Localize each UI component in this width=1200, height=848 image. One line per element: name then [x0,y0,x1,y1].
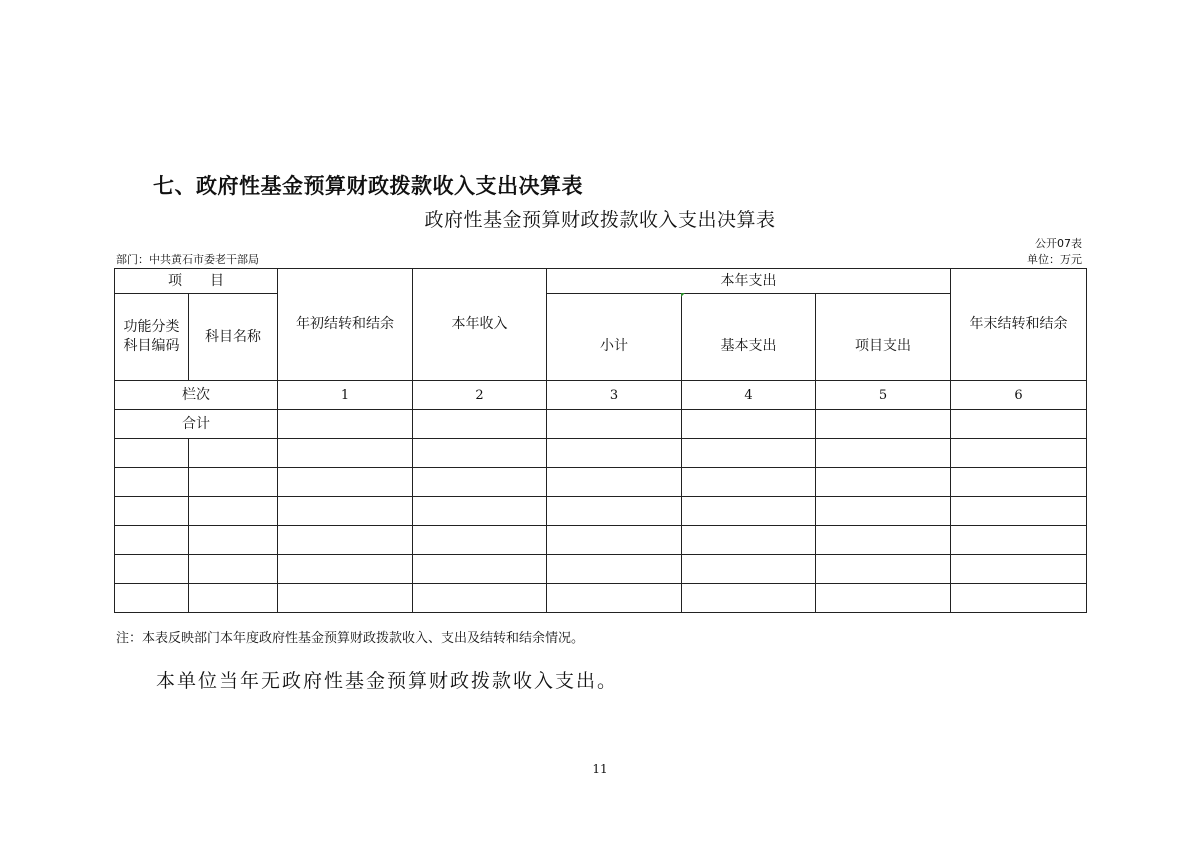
table-row [115,468,1087,497]
index-col-2: 2 [413,381,547,410]
table-cell [413,584,547,613]
table-cell [816,439,951,468]
table-cell [547,584,682,613]
table-row [115,439,1087,468]
table-cell [413,555,547,584]
header-func-code-text: 功能分类科目编码 [123,319,180,354]
table-note: 注：本表反映部门本年度政府性基金预算财政拨款收入、支出及结转和结余情况。 [116,631,585,646]
table-cell [682,468,816,497]
table-cell [413,497,547,526]
table-cell [278,584,413,613]
table-cell [951,497,1087,526]
table-cell [278,468,413,497]
table-cell [951,584,1087,613]
table-cell [189,439,278,468]
cell-comment-marker-icon [681,293,685,297]
index-col-1: 1 [278,381,413,410]
unit-label: 单位：万元 [1027,253,1082,266]
table-cell [547,497,682,526]
table-row [115,526,1087,555]
page-number: 11 [592,762,608,776]
table-cell [816,468,951,497]
table-row [115,497,1087,526]
table-cell [816,497,951,526]
table-cell [547,410,682,439]
table-cell [189,497,278,526]
header-annual-expense: 本年支出 [547,269,951,294]
table-title: 政府性基金预算财政拨款收入支出决算表 [424,209,776,231]
table-cell [682,584,816,613]
header-annual-income: 本年收入 [413,269,547,381]
header-project-expense: 项目支出 [816,294,951,381]
statement-text: 本单位当年无政府性基金预算财政拨款收入支出。 [156,670,619,692]
header-item: 项 目 [115,269,278,294]
department-label: 部门：中共黄石市委老干部局 [116,253,259,266]
table-cell [278,526,413,555]
table-cell [413,468,547,497]
table-cell [682,555,816,584]
table-cell [547,439,682,468]
index-col-5: 5 [816,381,951,410]
table-cell [413,526,547,555]
index-col-4: 4 [682,381,816,410]
table-cell [682,497,816,526]
table-cell [951,439,1087,468]
header-basic-expense: 基本支出 [682,294,816,381]
table-cell [115,439,189,468]
table-cell [951,410,1087,439]
table-cell [413,410,547,439]
index-row-label: 栏次 [115,381,278,410]
index-col-6: 6 [951,381,1087,410]
header-subject-name: 科目名称 [189,294,278,381]
table-cell [115,584,189,613]
table-cell [278,555,413,584]
table-cell [278,497,413,526]
section-heading: 七、政府性基金预算财政拨款收入支出决算表 [153,174,583,198]
table-cell [816,410,951,439]
header-opening-balance: 年初结转和结余 [278,269,413,381]
table-cell [816,526,951,555]
total-row-label: 合计 [115,410,278,439]
table-cell [115,468,189,497]
table-cell [816,555,951,584]
table-cell [951,526,1087,555]
table-cell [115,555,189,584]
table-row [115,584,1087,613]
table-cell [278,410,413,439]
table-cell [413,439,547,468]
header-closing-balance: 年末结转和结余 [951,269,1087,381]
table-cell [115,526,189,555]
table-cell [816,584,951,613]
table-cell [682,526,816,555]
table-cell [189,555,278,584]
table-cell [547,468,682,497]
table-id: 公开07表 [1035,237,1082,250]
header-subtotal: 小计 [547,294,682,381]
header-func-code [115,294,189,381]
table-cell [951,468,1087,497]
table-cell [189,468,278,497]
table-cell [115,497,189,526]
index-col-3: 3 [547,381,682,410]
table-cell [189,584,278,613]
table-cell [547,526,682,555]
table-cell [547,555,682,584]
table-cell [951,555,1087,584]
budget-table [114,268,1087,613]
table-cell [682,439,816,468]
table-cell [682,410,816,439]
table-cell [278,439,413,468]
table-cell [189,526,278,555]
table-row [115,555,1087,584]
